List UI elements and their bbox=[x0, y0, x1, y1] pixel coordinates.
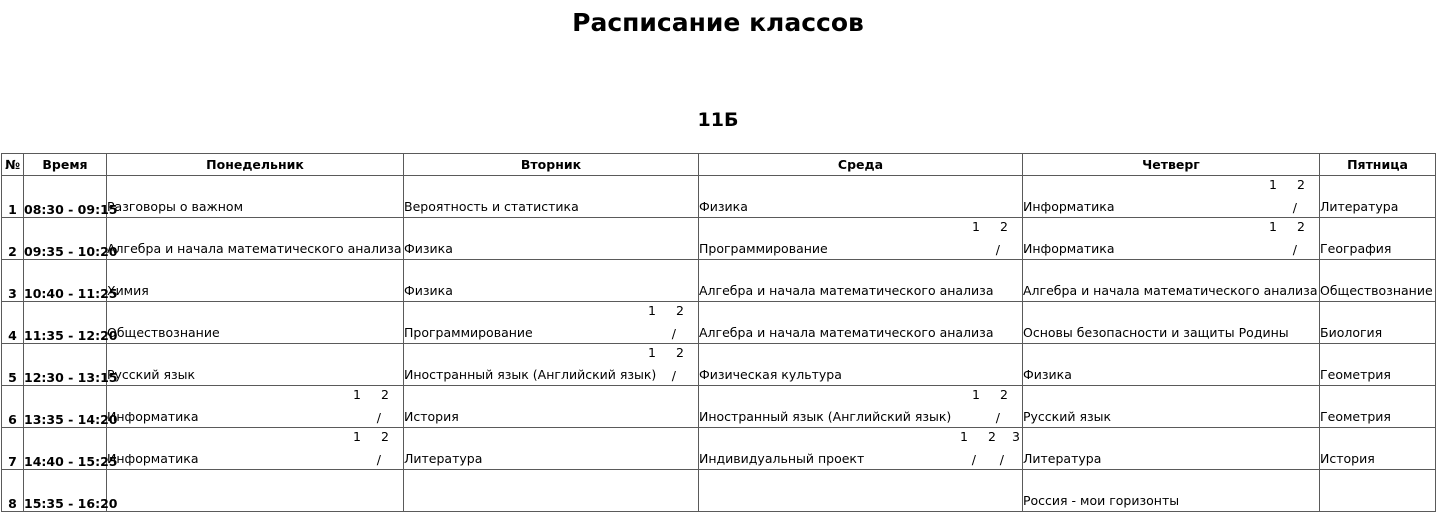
subject-name: Русский язык bbox=[1023, 409, 1112, 424]
schedule-row bbox=[2, 344, 1436, 386]
group-number: 2 bbox=[381, 429, 389, 444]
subject-name: Русский язык bbox=[107, 367, 196, 382]
lesson-cell-tuesday bbox=[404, 176, 699, 218]
lesson-cell-friday bbox=[1320, 386, 1436, 428]
lesson-cell-wednesday bbox=[699, 470, 1023, 512]
lesson-cell-monday bbox=[107, 218, 404, 260]
subject-name: Физика bbox=[1023, 367, 1072, 382]
group-number: 1 bbox=[353, 429, 361, 444]
subject-name: Физика bbox=[404, 241, 453, 256]
group-number: 1 bbox=[1269, 219, 1277, 234]
group-separator: / bbox=[671, 326, 676, 341]
subject-name: Информатика bbox=[107, 451, 199, 466]
header-row bbox=[2, 154, 1436, 176]
subject-name: Россия - мои горизонты bbox=[1023, 493, 1180, 508]
lesson-cell-tuesday bbox=[404, 470, 699, 512]
header-friday: Пятница bbox=[1320, 154, 1436, 176]
subject-name: Литература bbox=[1320, 199, 1399, 214]
lesson-cell-tuesday bbox=[404, 428, 699, 470]
lesson-cell-tuesday bbox=[404, 218, 699, 260]
subject-name: Физика bbox=[699, 199, 748, 214]
group-number: 1 bbox=[353, 387, 361, 402]
subject-name: Литература bbox=[1023, 451, 1102, 466]
subject-name: Алгебра и начала математического анализа bbox=[699, 283, 994, 298]
lesson-time: 09:35 - 10:20 bbox=[24, 218, 107, 260]
lesson-time: 14:40 - 15:25 bbox=[24, 428, 107, 470]
subject-name: Обществознание bbox=[1320, 283, 1433, 298]
lesson-cell-friday bbox=[1320, 428, 1436, 470]
subject-name: Информатика bbox=[107, 409, 199, 424]
group-number: 2 bbox=[676, 303, 684, 318]
group-separator: / bbox=[376, 410, 381, 425]
group-separator: / bbox=[995, 242, 1000, 257]
lesson-cell-thursday bbox=[1023, 218, 1320, 260]
subject-name: Информатика bbox=[1023, 241, 1115, 256]
lesson-cell-wednesday bbox=[699, 386, 1023, 428]
lesson-cell-wednesday bbox=[699, 218, 1023, 260]
lesson-time: 11:35 - 12:20 bbox=[24, 302, 107, 344]
subject-name: Алгебра и начала математического анализа bbox=[699, 325, 994, 340]
page-title: Расписание классов bbox=[572, 8, 864, 37]
group-number: 2 bbox=[1000, 219, 1008, 234]
group-number: 1 bbox=[1269, 177, 1277, 192]
subject-name: Основы безопасности и защиты Родины bbox=[1023, 325, 1289, 340]
lesson-time: 10:40 - 11:25 bbox=[24, 260, 107, 302]
schedule-row bbox=[2, 260, 1436, 302]
schedule-row bbox=[2, 218, 1436, 260]
lesson-number: 1 bbox=[2, 176, 24, 218]
lesson-cell-wednesday bbox=[699, 260, 1023, 302]
header-time: Время bbox=[24, 154, 107, 176]
lesson-cell-wednesday bbox=[699, 428, 1023, 470]
schedule-table bbox=[1, 153, 1436, 512]
lesson-cell-friday bbox=[1320, 176, 1436, 218]
lesson-cell-wednesday bbox=[699, 176, 1023, 218]
lesson-cell-wednesday bbox=[699, 344, 1023, 386]
group-separator: / bbox=[999, 452, 1004, 467]
lesson-number: 6 bbox=[2, 386, 24, 428]
subject-name: Информатика bbox=[1023, 199, 1115, 214]
lesson-cell-monday bbox=[107, 386, 404, 428]
group-number: 2 bbox=[676, 345, 684, 360]
group-number: 1 bbox=[648, 345, 656, 360]
lesson-cell-tuesday bbox=[404, 386, 699, 428]
header-monday: Понедельник bbox=[107, 154, 404, 176]
lesson-time: 15:35 - 16:20 bbox=[24, 470, 107, 512]
subject-name: Иностранный язык (Английский язык) bbox=[404, 367, 657, 382]
header-thursday: Четверг bbox=[1023, 154, 1320, 176]
lesson-cell-tuesday bbox=[404, 260, 699, 302]
group-separator: / bbox=[995, 410, 1000, 425]
group-number: 1 bbox=[648, 303, 656, 318]
group-number: 1 bbox=[960, 429, 968, 444]
lesson-cell-monday bbox=[107, 470, 404, 512]
lesson-cell-thursday bbox=[1023, 302, 1320, 344]
group-separator: / bbox=[971, 452, 976, 467]
lesson-cell-monday bbox=[107, 260, 404, 302]
header-tuesday: Вторник bbox=[404, 154, 699, 176]
subject-name: Литература bbox=[404, 451, 483, 466]
lesson-cell-friday bbox=[1320, 344, 1436, 386]
group-number: 1 bbox=[972, 387, 980, 402]
lesson-time: 13:35 - 14:20 bbox=[24, 386, 107, 428]
subject-name: Индивидуальный проект bbox=[699, 451, 865, 466]
group-number: 2 bbox=[1000, 387, 1008, 402]
lesson-cell-monday bbox=[107, 302, 404, 344]
subject-name: Иностранный язык (Английский язык) bbox=[699, 409, 952, 424]
subject-name: Разговоры о важном bbox=[107, 199, 244, 214]
lesson-cell-thursday bbox=[1023, 470, 1320, 512]
lesson-time: 12:30 - 13:15 bbox=[24, 344, 107, 386]
subject-name: Физическая культура bbox=[699, 367, 842, 382]
header-wednesday: Среда bbox=[699, 154, 1023, 176]
subject-name: Биология bbox=[1320, 325, 1383, 340]
subject-name: Вероятность и статистика bbox=[404, 199, 579, 214]
subject-name: Программирование bbox=[404, 325, 533, 340]
subject-name: Алгебра и начала математического анализа bbox=[107, 241, 402, 256]
subject-name: Обществознание bbox=[107, 325, 220, 340]
header-number: № bbox=[2, 154, 24, 176]
subject-name: Физика bbox=[404, 283, 453, 298]
group-number: 2 bbox=[1297, 219, 1305, 234]
lesson-cell-friday bbox=[1320, 218, 1436, 260]
lesson-cell-thursday bbox=[1023, 428, 1320, 470]
group-number: 3 bbox=[1012, 429, 1020, 444]
lesson-number: 5 bbox=[2, 344, 24, 386]
schedule-body bbox=[2, 176, 1436, 512]
schedule-row bbox=[2, 386, 1436, 428]
lesson-cell-friday bbox=[1320, 260, 1436, 302]
group-number: 2 bbox=[1297, 177, 1305, 192]
subject-name: История bbox=[404, 409, 459, 424]
class-name: 11Б bbox=[697, 109, 739, 131]
lesson-cell-thursday bbox=[1023, 386, 1320, 428]
schedule-row bbox=[2, 470, 1436, 512]
lesson-number: 8 bbox=[2, 470, 24, 512]
schedule-row bbox=[2, 428, 1436, 470]
group-number: 1 bbox=[972, 219, 980, 234]
lesson-cell-thursday bbox=[1023, 260, 1320, 302]
subject-name: Химия bbox=[107, 283, 149, 298]
lesson-cell-monday bbox=[107, 344, 404, 386]
subject-name: Геометрия bbox=[1320, 409, 1391, 424]
lesson-number: 2 bbox=[2, 218, 24, 260]
lesson-cell-tuesday bbox=[404, 302, 699, 344]
subject-name: Программирование bbox=[699, 241, 828, 256]
lesson-number: 3 bbox=[2, 260, 24, 302]
subject-name: Алгебра и начала математического анализа bbox=[1023, 283, 1318, 298]
lesson-number: 4 bbox=[2, 302, 24, 344]
lesson-cell-tuesday bbox=[404, 344, 699, 386]
lesson-cell-wednesday bbox=[699, 302, 1023, 344]
lesson-cell-friday bbox=[1320, 302, 1436, 344]
group-separator: / bbox=[1292, 242, 1297, 257]
group-number: 2 bbox=[988, 429, 996, 444]
group-separator: / bbox=[1292, 200, 1297, 215]
lesson-time: 08:30 - 09:15 bbox=[24, 176, 107, 218]
lesson-cell-monday bbox=[107, 176, 404, 218]
group-separator: / bbox=[671, 368, 676, 383]
schedule-row bbox=[2, 302, 1436, 344]
subject-name: География bbox=[1320, 241, 1392, 256]
lesson-cell-monday bbox=[107, 428, 404, 470]
lesson-number: 7 bbox=[2, 428, 24, 470]
lesson-cell-friday bbox=[1320, 470, 1436, 512]
schedule-row bbox=[2, 176, 1436, 218]
group-number: 2 bbox=[381, 387, 389, 402]
subject-name: Геометрия bbox=[1320, 367, 1391, 382]
lesson-cell-thursday bbox=[1023, 344, 1320, 386]
lesson-cell-thursday bbox=[1023, 176, 1320, 218]
subject-name: История bbox=[1320, 451, 1375, 466]
group-separator: / bbox=[376, 452, 381, 467]
